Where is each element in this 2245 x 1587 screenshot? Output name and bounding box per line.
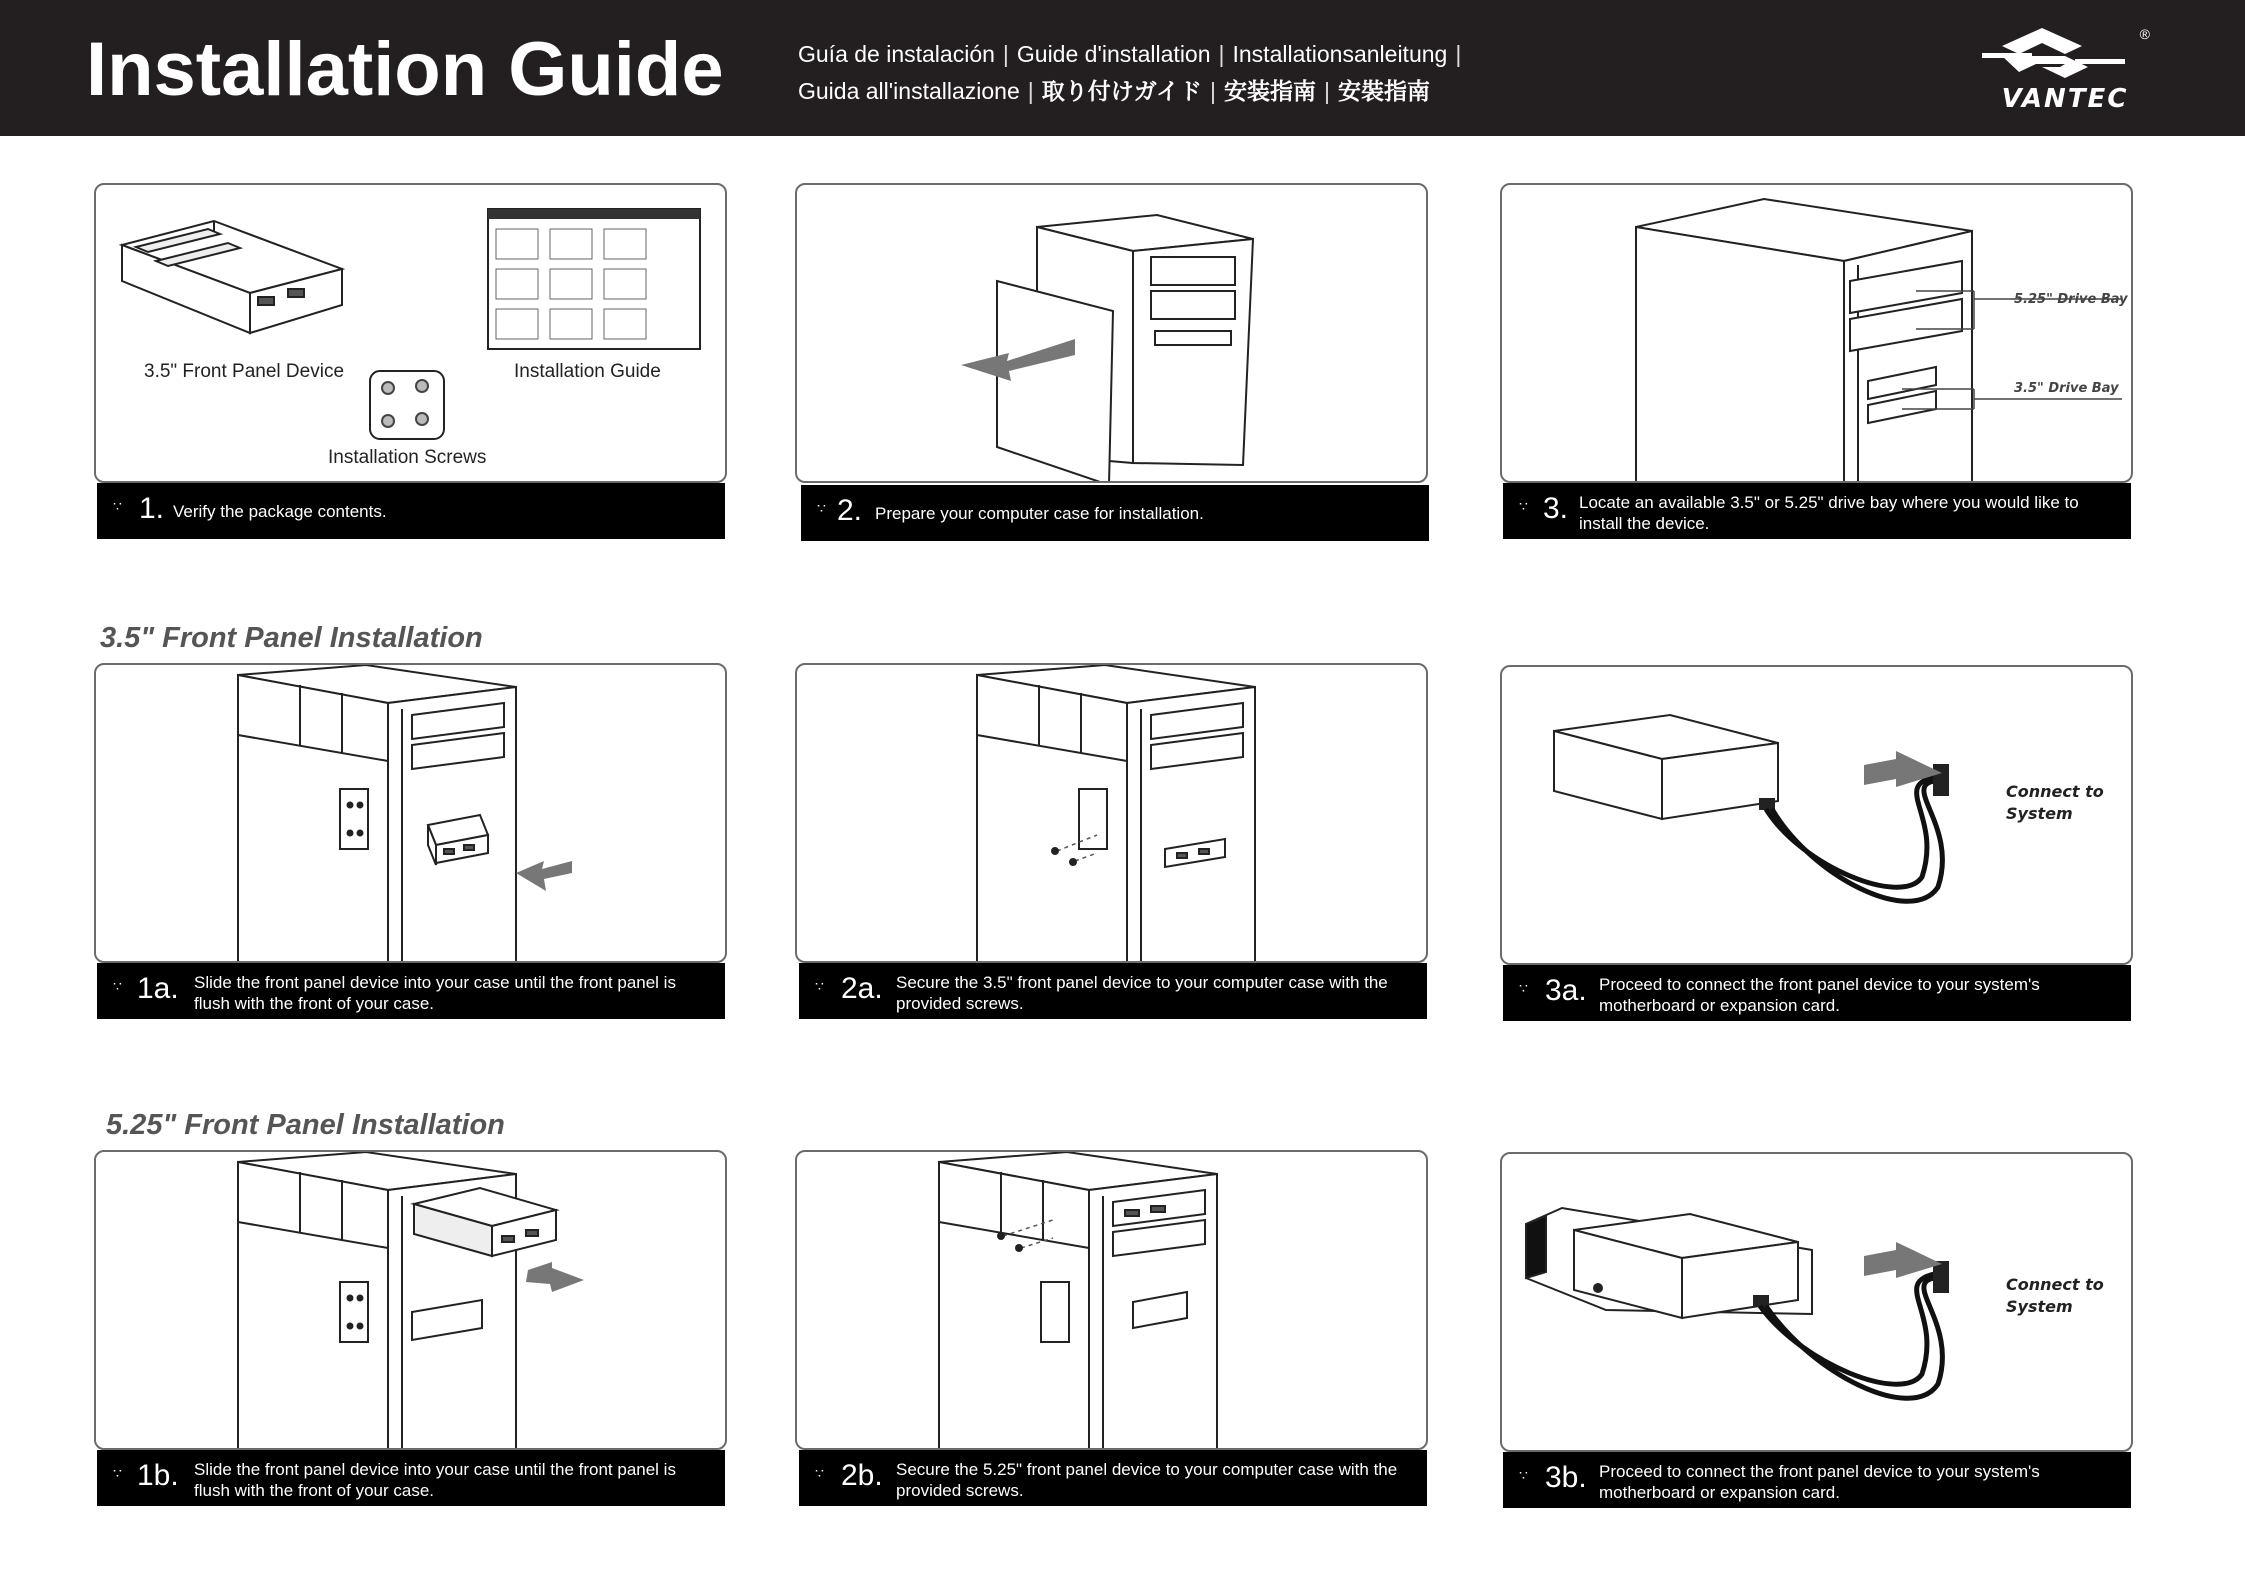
step-marker-icon: ∵ <box>1519 1467 1529 1483</box>
step-number: 2b. <box>841 1459 883 1492</box>
step-2b-caption <box>799 1450 1427 1506</box>
lang-italian: Guida all'installazione <box>798 78 1020 104</box>
step-3a-panel <box>1500 665 2133 965</box>
prepare-case-illustration <box>797 185 1428 483</box>
language-list <box>798 36 1469 110</box>
step-1b-panel <box>94 1150 727 1450</box>
step-text: Secure the 5.25" front panel device to your computer case with the provided screws. <box>896 1460 1398 1500</box>
step-1b-caption <box>97 1450 725 1506</box>
label-front-panel-device: 3.5" Front Panel Device <box>144 361 345 382</box>
step-number: 1. <box>139 492 165 525</box>
slide-525-device-illustration <box>96 1152 727 1450</box>
label-installation-screws: Installation Screws <box>328 447 487 468</box>
header-bar <box>0 0 2245 136</box>
step-1a-caption <box>97 963 725 1019</box>
step-marker-icon: ∵ <box>815 1465 825 1481</box>
step-text: Slide the front panel device into your case until the front panel is flush with the front of your case. <box>194 1460 676 1500</box>
step-marker-icon: ∵ <box>113 978 123 994</box>
step-marker-icon: ∵ <box>817 500 827 516</box>
lang-spanish: Guía de instalación <box>798 41 995 67</box>
step-marker-icon: ∵ <box>1519 980 1529 996</box>
step-number: 3b. <box>1545 1461 1587 1494</box>
label-35-drive-bay: 3.5" Drive Bay <box>2014 381 2119 396</box>
section-525-title: 5.25" Front Panel Installation <box>106 1109 505 1141</box>
step-marker-icon: ∵ <box>1519 498 1529 514</box>
lang-french: Guide d'installation <box>1016 41 1211 67</box>
step-marker-icon: ∵ <box>113 1465 123 1481</box>
step-3-caption <box>1503 483 2131 539</box>
step-marker-icon: ∵ <box>815 978 825 994</box>
step-text: Proceed to connect the front panel device to your system's motherboard or expansion card. <box>1599 1462 2040 1502</box>
label-installation-guide: Installation Guide <box>514 361 661 382</box>
step-number: 3a. <box>1545 974 1587 1007</box>
vantec-logo-mark-icon <box>1980 26 2150 86</box>
locate-drive-bay-illustration <box>1502 185 2133 483</box>
lang-german: Installationsanleitung <box>1232 41 1448 67</box>
step-2a-panel <box>795 663 1428 963</box>
step-3-panel <box>1500 183 2133 483</box>
brand-name: VANTEC <box>2001 84 2129 114</box>
step-3a-caption <box>1503 965 2131 1021</box>
step-1a-panel <box>94 663 727 963</box>
step-text: Proceed to connect the front panel device to your system's motherboard or expansion card. <box>1599 975 2040 1015</box>
label-525-drive-bay: 5.25" Drive Bay <box>2014 292 2128 307</box>
step-text: Slide the front panel device into your case until the front panel is flush with the front of your case. <box>194 973 676 1013</box>
registered-mark: ® <box>2139 26 2150 42</box>
step-number: 2. <box>837 494 863 527</box>
step-number: 3. <box>1543 492 1569 525</box>
step-text: Locate an available 3.5" or 5.25" drive bay where you would like to install the device. <box>1579 493 2079 533</box>
label-connect-to-system: Connect to System <box>2006 1275 2104 1316</box>
step-2a-caption <box>799 963 1427 1019</box>
step-number: 1a. <box>137 972 179 1005</box>
secure-525-device-illustration <box>797 1152 1428 1450</box>
step-3b-panel <box>1500 1152 2133 1452</box>
vantec-logo <box>1980 26 2150 116</box>
language-row-1: Guía de instalación | Guide d'installation | Installationsanleitung | <box>798 41 1462 67</box>
step-3b-caption <box>1503 1452 2131 1508</box>
lang-japanese: 取り付けガイド <box>1041 78 1203 104</box>
step-text: Secure the 3.5" front panel device to your computer case with the provided screws. <box>896 973 1388 1013</box>
page-title: Installation Guide <box>86 27 724 112</box>
step-2-caption <box>801 485 1429 541</box>
language-row-2: Guida all'installazione | 取り付けガイド | 安装指南 | 安裝指南 <box>798 78 1431 104</box>
step-2b-panel <box>795 1150 1428 1450</box>
step-text: Verify the package contents. <box>173 502 387 521</box>
step-number: 2a. <box>841 972 883 1005</box>
step-1-panel <box>94 183 727 483</box>
step-1-caption <box>97 483 725 539</box>
lang-chinese-simplified: 安装指南 <box>1224 78 1317 104</box>
step-number: 1b. <box>137 1459 179 1492</box>
step-2-panel <box>795 183 1428 483</box>
slide-35-device-illustration <box>96 665 727 963</box>
step-marker-icon: ∵ <box>113 498 123 514</box>
lang-chinese-traditional: 安裝指南 <box>1338 78 1431 104</box>
step-text: Prepare your computer case for installation. <box>875 504 1204 523</box>
label-connect-to-system: Connect to System <box>2006 782 2104 823</box>
section-35-title: 3.5" Front Panel Installation <box>100 622 483 654</box>
secure-35-device-illustration <box>797 665 1428 963</box>
package-contents-illustration <box>96 185 727 483</box>
